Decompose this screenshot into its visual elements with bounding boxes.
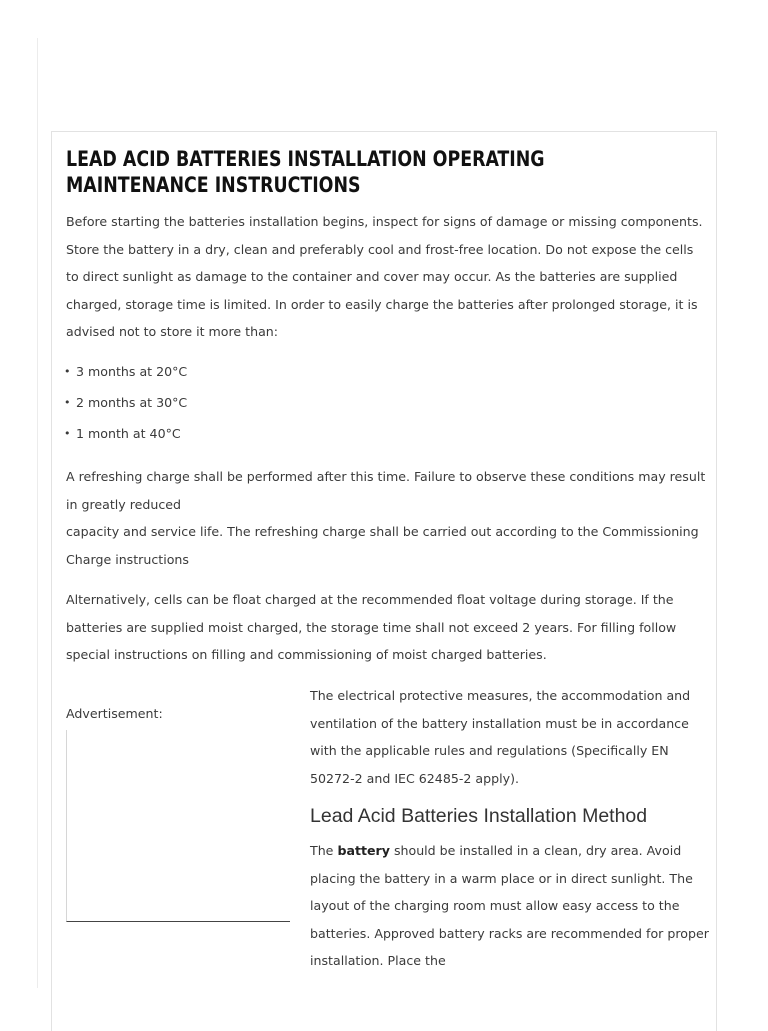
float-charge-paragraph: Alternatively, cells can be float charged at the recommended float voltage during storage. If the batteries are supplied moist charged, the storage time shall not exceed 2 years. For filling follow special instructions on filling and commissioning of moist charged batteries. [66, 592, 677, 663]
refresh-paragraph [66, 463, 706, 573]
list-item: • 1 month at 40°C [66, 422, 187, 453]
advertisement-slot[interactable] [66, 730, 290, 922]
method-text-rest: should be installed in a clean, dry area. Avoid placing the battery in a warm place or in direct sunlight. The layout of the charging room must allow easy access to the batteries. Approved battery racks are recommended for proper installation. Place the [310, 843, 709, 969]
protective-measures-paragraph: The electrical protective measures, the accommodation and ventilation of the battery installation must be in accordance with the applicable rules and regulations (Specifically EN 50272-2 and IEC 62485-2 apply). [310, 688, 691, 786]
refresh-line-1: A refreshing charge shall be performed after this time. Failure to observe these conditions may result in greatly reduced [66, 469, 706, 512]
method-text-prefix: The [310, 843, 338, 858]
page-left-rule [37, 38, 38, 988]
intro-paragraph: Before starting the batteries installation begins, inspect for signs of damage or missing components. Store the battery in a dry, clean and preferably cool and frost-free location. Do not expose the cells to direct sunlight as damage to the container and cover may occur. As the batteries are supplied charged, storage time is limited. In order to easily charge the batteries after prolonged storage, it is advised not to store it more than: [66, 214, 703, 340]
battery-link[interactable]: battery [337, 843, 390, 858]
article-card [51, 131, 717, 1031]
installation-method-paragraph [310, 837, 710, 975]
installation-method-heading: Lead Acid Batteries Installation Method [310, 805, 648, 827]
list-item: • 3 months at 20°C [66, 360, 187, 391]
refresh-line-2: capacity and service life. The refreshing charge shall be carried out according to the Commissioning Charge instructions [66, 524, 699, 567]
article-title: LEAD ACID BATTERIES INSTALLATION OPERATING MAINTENANCE INSTRUCTIONS [66, 147, 545, 197]
advertisement-label: Advertisement: [66, 706, 163, 721]
list-item: • 2 months at 30°C [66, 391, 187, 422]
storage-limits-list [66, 360, 187, 453]
